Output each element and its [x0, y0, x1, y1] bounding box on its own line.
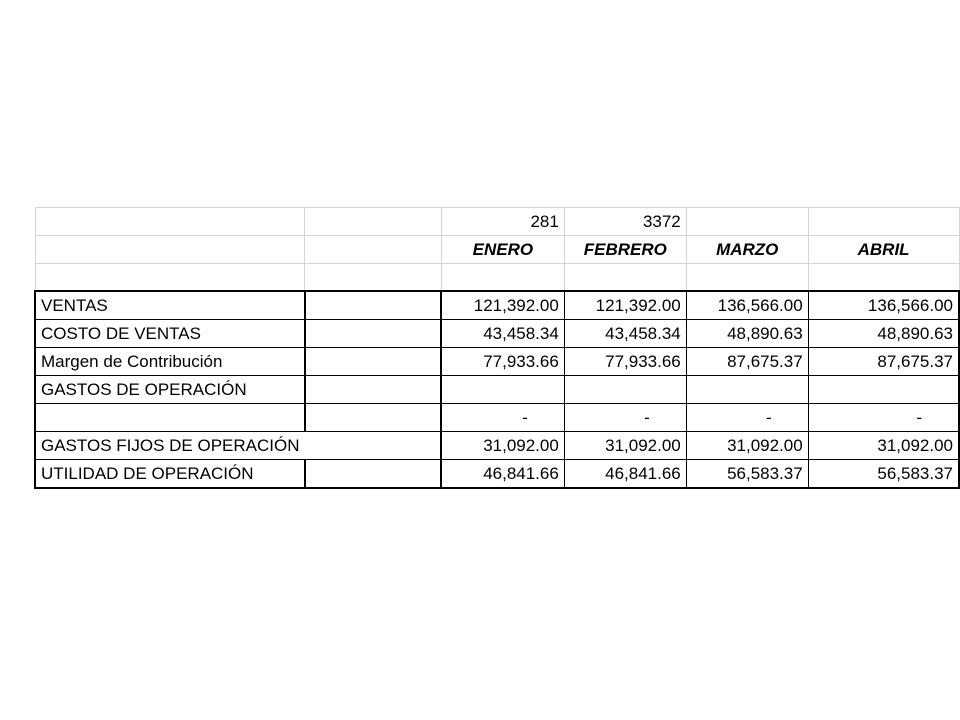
number-row — [35, 208, 959, 236]
cell-f1[interactable] — [808, 208, 959, 236]
value-cell[interactable]: 43,458.34 — [441, 319, 564, 347]
cell-e1[interactable] — [686, 208, 808, 236]
cell-b2[interactable] — [305, 236, 442, 264]
month-header[interactable]: ENERO — [441, 236, 564, 264]
value-cell[interactable]: 77,933.66 — [564, 347, 686, 375]
value-cell[interactable]: 121,392.00 — [441, 291, 564, 320]
value-cell[interactable]: - — [564, 403, 686, 431]
row-label[interactable] — [35, 403, 305, 431]
cell-a1[interactable] — [35, 208, 305, 236]
value-cell[interactable]: 56,583.37 — [808, 459, 959, 488]
blank-row — [35, 264, 959, 291]
cell-e3[interactable] — [686, 264, 808, 291]
value-cell[interactable]: - — [441, 403, 564, 431]
value-cell[interactable]: 136,566.00 — [808, 291, 959, 320]
value-cell[interactable]: 31,092.00 — [808, 431, 959, 459]
row-margen — [35, 347, 959, 375]
cell-empty[interactable] — [305, 403, 442, 431]
value-cell[interactable]: - — [808, 403, 959, 431]
value-cell[interactable] — [441, 375, 564, 403]
row-costo-ventas — [35, 319, 959, 347]
cell-a2[interactable] — [35, 236, 305, 264]
row-ventas — [35, 291, 959, 320]
value-cell[interactable]: - — [686, 403, 808, 431]
row-dashes — [35, 403, 959, 431]
value-cell[interactable]: 121,392.00 — [564, 291, 686, 320]
value-cell[interactable]: 87,675.37 — [808, 347, 959, 375]
income-statement-table — [34, 207, 960, 489]
cell-empty[interactable] — [305, 291, 442, 320]
month-header[interactable]: FEBRERO — [564, 236, 686, 264]
month-header[interactable]: ABRIL — [808, 236, 959, 264]
row-gastos-operacion — [35, 375, 959, 403]
row-label[interactable]: COSTO DE VENTAS — [35, 319, 305, 347]
value-cell[interactable]: 48,890.63 — [686, 319, 808, 347]
value-cell[interactable]: 31,092.00 — [564, 431, 686, 459]
value-cell[interactable]: 31,092.00 — [441, 431, 564, 459]
cell-b3[interactable] — [305, 264, 442, 291]
cell-empty[interactable] — [305, 459, 442, 488]
value-cell[interactable]: 31,092.00 — [686, 431, 808, 459]
value-cell[interactable]: 48,890.63 — [808, 319, 959, 347]
value-cell[interactable] — [686, 375, 808, 403]
value-cell[interactable]: 56,583.37 — [686, 459, 808, 488]
row-label[interactable]: GASTOS FIJOS DE OPERACIÓN — [35, 431, 305, 459]
value-cell[interactable]: 87,675.37 — [686, 347, 808, 375]
value-cell[interactable]: 46,841.66 — [441, 459, 564, 488]
cell-b1[interactable] — [305, 208, 442, 236]
month-header-row — [35, 236, 959, 264]
cell-d3[interactable] — [564, 264, 686, 291]
value-cell[interactable]: 43,458.34 — [564, 319, 686, 347]
month-header[interactable]: MARZO — [686, 236, 808, 264]
cell-empty[interactable] — [305, 319, 442, 347]
row-label[interactable]: VENTAS — [35, 291, 305, 320]
cell-empty[interactable] — [305, 347, 442, 375]
cell-empty[interactable] — [305, 375, 442, 403]
row-utilidad — [35, 459, 959, 488]
value-cell[interactable]: 77,933.66 — [441, 347, 564, 375]
row-label[interactable]: UTILIDAD DE OPERACIÓN — [35, 459, 305, 488]
value-cell[interactable] — [808, 375, 959, 403]
value-cell[interactable]: 46,841.66 — [564, 459, 686, 488]
cell-f3[interactable] — [808, 264, 959, 291]
row-gastos-fijos — [35, 431, 959, 459]
row-label[interactable]: Margen de Contribución — [35, 347, 305, 375]
value-cell[interactable]: 136,566.00 — [686, 291, 808, 320]
cell-empty[interactable] — [305, 431, 442, 459]
row-label[interactable]: GASTOS DE OPERACIÓN — [35, 375, 305, 403]
cell-d1[interactable]: 3372 — [564, 208, 686, 236]
cell-c3[interactable] — [441, 264, 564, 291]
value-cell[interactable] — [564, 375, 686, 403]
cell-c1[interactable]: 281 — [441, 208, 564, 236]
cell-a3[interactable] — [35, 264, 305, 291]
